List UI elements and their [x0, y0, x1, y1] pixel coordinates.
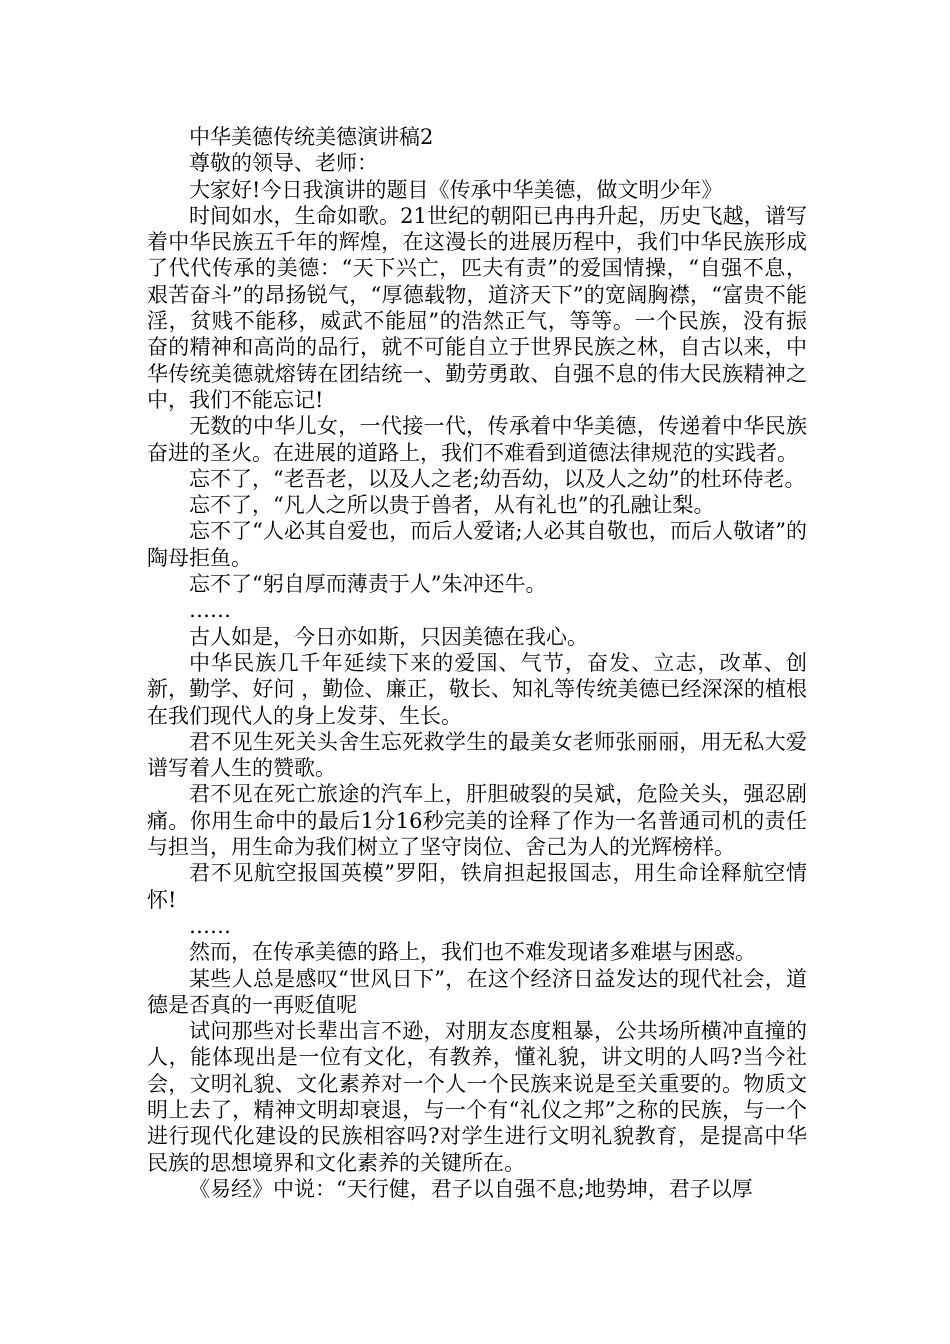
ellipsis: …… [189, 598, 231, 623]
paragraph: 无数的中华儿女，一代接一代，传承着中华美德，传递着中华民族奋进的圣火。在进展的道路上，我们不难看到道德法律规范的实践者。 [147, 414, 807, 465]
speech-body [147, 124, 807, 1202]
paragraph: 时间如水，生命如歌。21世纪的朝阳已冉冉升起，历史飞越，谱写着中华民族五千年的辉煌，在这漫长的进展历程中，我们中华民族形成了代代传承的美德：“天下兴亡，匹夫有责”的爱国情操，“自强不息，艰苦奋斗”的昂扬锐气，“厚德载物，道济天下”的宽阔胸襟，“富贵不能淫，贫贱不能移，威武不能屈”的浩然正气，等等。一个民族，没有振奋的精神和高尚的品行，就不可能自立于世界民族之林，自古以来，中华传统美德就熔铸在团结统一、勤劳勇敢、自强不息的伟大民族精神之中，我们不能忘记! [147, 203, 807, 412]
paragraph: 然而，在传承美德的路上，我们也不难发现诸多难堪与困惑。 [189, 940, 756, 965]
paragraph: 忘不了“人必其自爱也，而后人爱诸;人必其自敬也，而后人敬诸”的陶母拒鱼。 [147, 519, 807, 570]
paragraph: 忘不了，“凡人之所以贵于兽者，从有礼也”的孔融让梨。 [189, 493, 715, 518]
document-title: 中华美德传统美德演讲稿2 [189, 125, 434, 149]
paragraph: 某些人总是感叹“世风日下”，在这个经济日益发达的现代社会，道德是否真的一再贬值呢 [147, 966, 807, 1017]
paragraph: 君不见航空报国英模”罗阳，铁肩担起报国志，用生命诠释航空情怀! [147, 861, 807, 912]
paragraph: 君不见在死亡旅途的汽车上，肝胆破裂的吴斌，危险关头，强忍剧痛。你用生命中的最后1分16秒完美的诠释了作为一名普通司机的责任与担当，用生命为我们树立了坚守岗位、舍己为人的光辉榜样。 [147, 782, 807, 860]
paragraph: 古人如是，今日亦如斯，只因美德在我心。 [189, 624, 588, 649]
paragraph: 中华民族几千年延续下来的爱国、气节，奋发、立志，改革、创新，勤学、好问 ，勤俭、廉正，敬长、知礼等传统美德已经深深的植根在我们现代人的身上发芽、生长。 [147, 650, 807, 728]
paragraph: 忘不了“躬自厚而薄责于人”朱冲还牛。 [189, 572, 547, 597]
paragraph: 君不见生死关头舍生忘死救学生的最美女老师张丽丽，用无私大爱谱写着人生的赞歌。 [147, 729, 807, 781]
paragraph: 试问那些对长辈出言不逊，对朋友态度粗暴，公共场所横冲直撞的人，能体现出是一位有文化，有教养，懂礼貌，讲文明的人吗?当今社会，文明礼貌、文化素养对一个人一个民族来说是至关重要的。物质文明上去了，精神文明却衰退，与一个有“礼仪之邦”之称的民族，与一个进行现代化建设的民族相容吗?对学生进行文明礼貌教育，是提高中华民族的思想境界和文化素养的关键所在。 [147, 1019, 807, 1175]
paragraph: 《易经》中说：“天行健，君子以自强不息;地势坤，君子以厚 [189, 1176, 753, 1201]
paragraph: 忘不了，“老吾老，以及人之老;幼吾幼，以及人之幼”的杜环侍老。 [189, 466, 806, 491]
greeting: 尊敬的领导、老师： [189, 151, 378, 176]
paragraph: 大家好!今日我演讲的题目《传承中华美德，做文明少年》 [189, 177, 723, 202]
ellipsis: …… [189, 913, 231, 938]
